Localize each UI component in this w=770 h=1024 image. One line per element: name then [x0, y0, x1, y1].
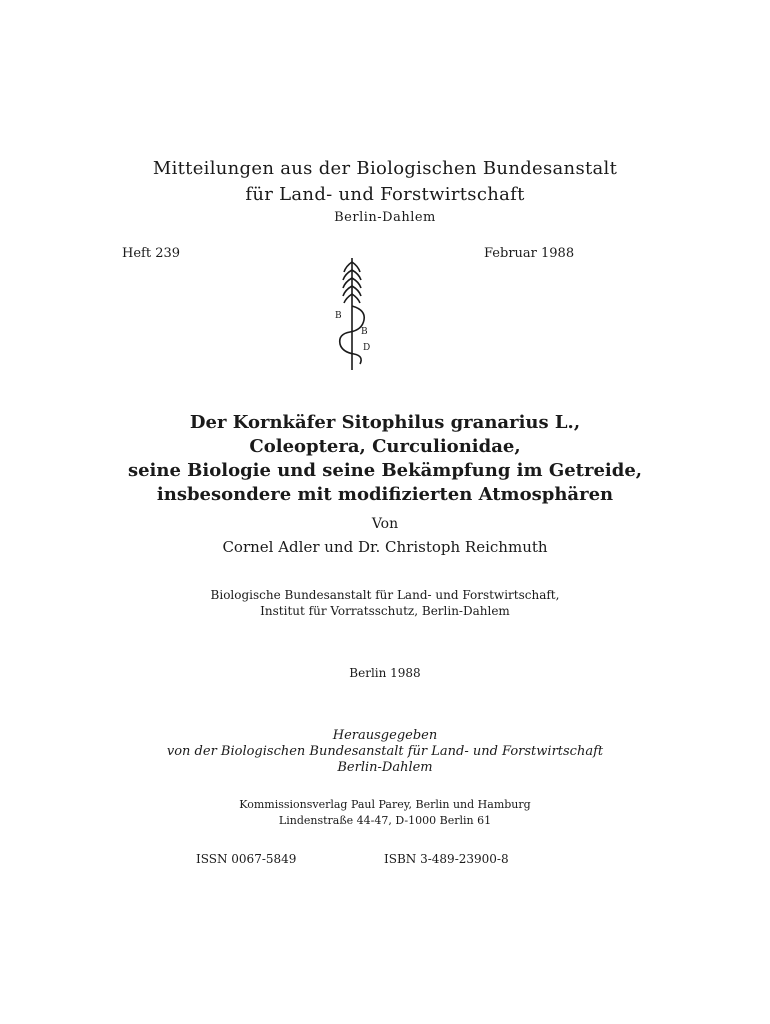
title-line-3: seine Biologie und seine Bekämpfung im Getreide, [127, 460, 643, 481]
issue-number: Heft 239 [122, 246, 181, 261]
byline-von: Von [371, 516, 399, 532]
logo-letter-b1: B [335, 311, 342, 321]
institution-line-1: Biologische Bundesanstalt für Land- und Forstwirtschaft, [210, 588, 560, 602]
title-line-4: insbesondere mit modifizierten Atmosphären [156, 484, 614, 505]
isbn: ISBN 3-489-23900-8 [384, 852, 509, 866]
series-title-line-1: Mitteilungen aus der Biologischen Bundesanstalt [152, 158, 618, 179]
wheat-staff-emblem-icon [330, 254, 374, 374]
issn: ISSN 0067-5849 [196, 852, 297, 866]
institution-line-2: Institut für Vorratsschutz, Berlin-Dahlem [260, 604, 510, 618]
series-title-line-2: für Land- und Forstwirtschaft [245, 184, 525, 205]
series-place: Berlin-Dahlem [334, 210, 436, 225]
publisher-line-3: Berlin-Dahlem [337, 760, 433, 775]
place-year: Berlin 1988 [349, 666, 421, 680]
logo-letter-b2: B [361, 327, 368, 337]
title-line-1: Der Kornkäfer Sitophilus granarius L., [189, 412, 581, 433]
authors: Cornel Adler und Dr. Christoph Reichmuth [222, 538, 548, 556]
publisher-line-2: von der Biologischen Bundesanstalt für Land- und Forstwirtschaft [166, 744, 604, 759]
publisher-line-1: Herausgegeben [332, 728, 438, 743]
issue-date: Februar 1988 [484, 246, 575, 261]
verlag-line-1: Kommissionsverlag Paul Parey, Berlin und Hamburg [239, 798, 531, 811]
logo-letter-d: D [363, 343, 371, 353]
verlag-line-2: Lindenstraße 44-47, D-1000 Berlin 61 [278, 814, 492, 827]
title-line-2: Coleoptera, Curculionidae, [249, 436, 521, 457]
